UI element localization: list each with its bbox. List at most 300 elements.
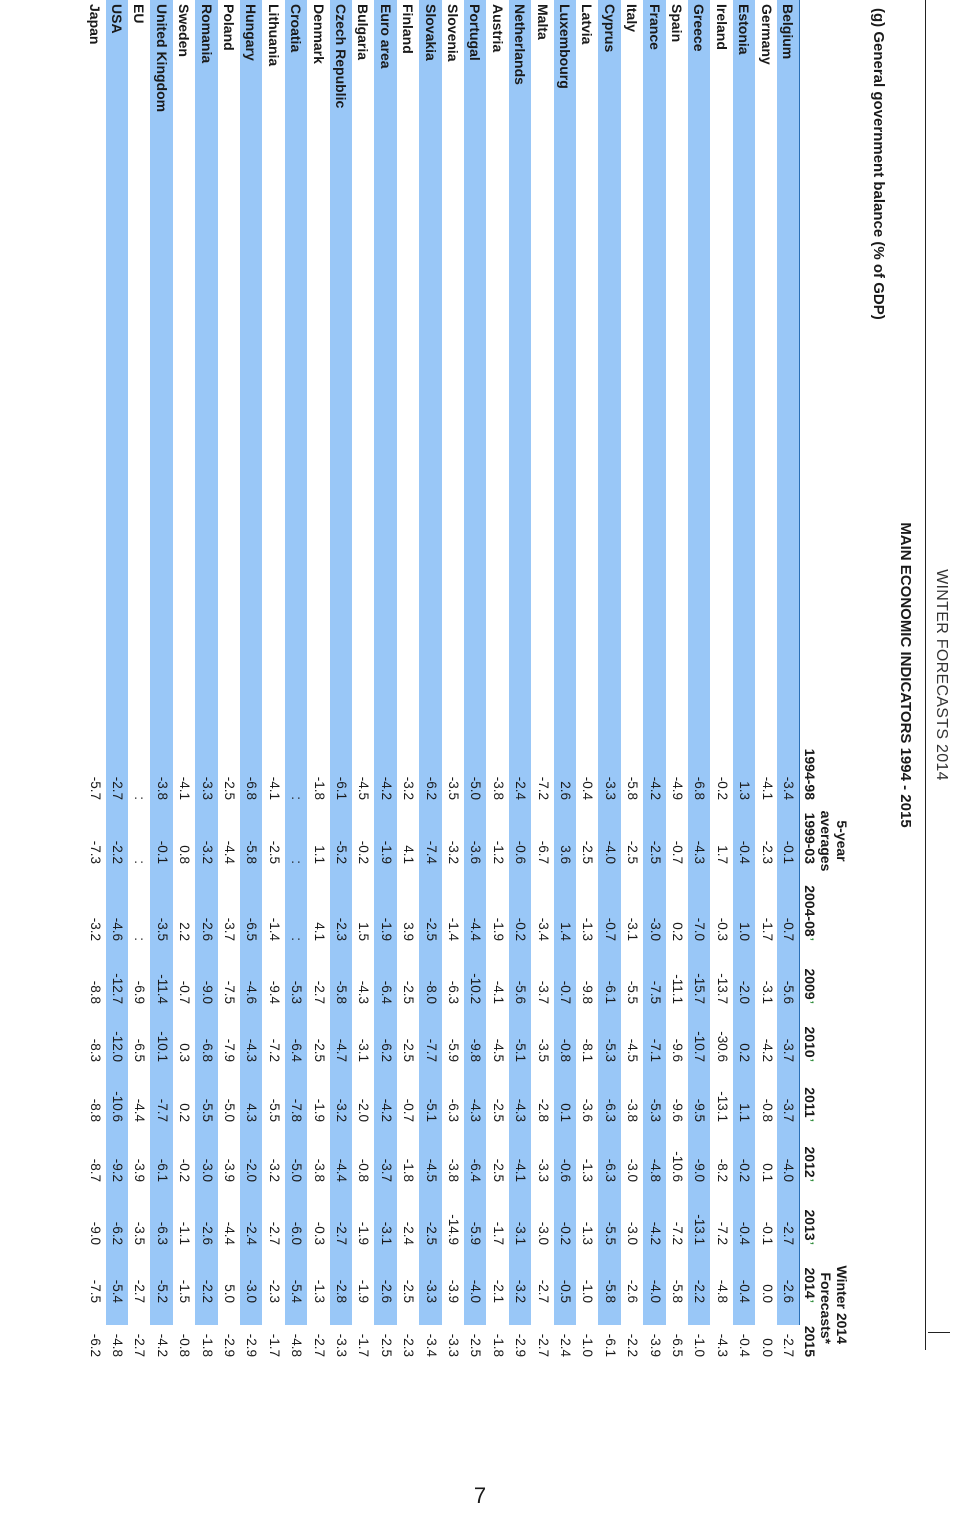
value-cell: -5.9 bbox=[468, 1221, 484, 1245]
value-cell: -5.0 bbox=[222, 1098, 237, 1122]
value-cell: -2.9 bbox=[222, 1333, 237, 1357]
value-cell: -3.7 bbox=[781, 1038, 796, 1062]
value-cell: -5.4 bbox=[110, 1279, 125, 1303]
table-row bbox=[464, 0, 486, 1357]
column-header-label: 1994-98 bbox=[802, 748, 818, 800]
value-cell: -6.4 bbox=[378, 980, 394, 1004]
value-cell: -6.5 bbox=[244, 917, 260, 941]
country-name: Japan bbox=[86, 4, 103, 45]
tick-mark-icon: ʼ bbox=[802, 1000, 816, 1004]
value-cell: -5.3 bbox=[602, 1038, 618, 1062]
value-cell: -1.9 bbox=[356, 1221, 372, 1245]
table-row bbox=[195, 0, 217, 1357]
value-cell: 0.2 bbox=[670, 922, 685, 941]
value-cell: -4.1 bbox=[490, 980, 506, 1004]
value-cell: -3.1 bbox=[356, 1038, 372, 1062]
value-cell: -3.0 bbox=[244, 1279, 260, 1303]
country-name: Latvia bbox=[579, 4, 596, 45]
value-cell: -6.8 bbox=[692, 776, 708, 800]
value-cell: -1.9 bbox=[378, 840, 394, 864]
table-row bbox=[419, 0, 441, 1357]
value-cell: -8.1 bbox=[580, 1038, 596, 1062]
value-cell: -13.7 bbox=[714, 973, 730, 1004]
value-cell: -4.3 bbox=[356, 980, 372, 1004]
value-cell: -6.2 bbox=[110, 1221, 125, 1245]
table-row bbox=[150, 0, 172, 1357]
table-row bbox=[352, 0, 374, 1357]
value-cell: -2.5 bbox=[423, 1221, 439, 1245]
value-cell: -3.3 bbox=[602, 776, 618, 800]
value-cell: -9.0 bbox=[692, 1158, 708, 1182]
value-cell: -2.9 bbox=[244, 1333, 260, 1357]
value-cell: 4.1 bbox=[401, 845, 417, 864]
value-cell: : bbox=[289, 860, 305, 864]
table-row bbox=[240, 0, 262, 1357]
value-cell: -8.0 bbox=[423, 980, 439, 1004]
value-cell: -4.4 bbox=[468, 917, 484, 941]
country-name: Belgium bbox=[780, 4, 796, 60]
country-name: Bulgaria bbox=[355, 4, 372, 61]
value-cell: -7.7 bbox=[423, 1038, 439, 1062]
value-cell: -7.2 bbox=[714, 1221, 730, 1245]
value-cell: -0.2 bbox=[513, 917, 529, 941]
table-row bbox=[330, 0, 352, 1357]
value-cell: -5.4 bbox=[289, 1279, 305, 1303]
value-cell: -5.2 bbox=[154, 1279, 170, 1303]
value-cell: -6.3 bbox=[154, 1221, 170, 1245]
value-cell: -6.9 bbox=[132, 980, 148, 1004]
table-row bbox=[509, 0, 531, 1357]
country-name: Poland bbox=[221, 4, 237, 51]
value-cell: -0.4 bbox=[737, 1221, 753, 1245]
value-cell: -3.3 bbox=[423, 1279, 439, 1303]
table-row bbox=[106, 0, 128, 1357]
value-cell: -10.6 bbox=[670, 1151, 685, 1182]
value-cell: -3.2 bbox=[334, 1098, 349, 1122]
value-cell: -8.7 bbox=[87, 1158, 103, 1182]
value-cell: -3.5 bbox=[154, 917, 170, 941]
value-cell: -1.4 bbox=[446, 917, 461, 941]
table-row bbox=[128, 0, 150, 1357]
value-cell: -0.2 bbox=[737, 1158, 753, 1182]
value-cell: -9.2 bbox=[110, 1158, 125, 1182]
value-cell: -6.4 bbox=[289, 1038, 305, 1062]
value-cell: -4.5 bbox=[625, 1038, 641, 1062]
value-cell: -9.6 bbox=[670, 1038, 685, 1062]
country-name: Hungary bbox=[243, 4, 260, 61]
value-cell: -1.7 bbox=[759, 917, 775, 941]
value-cell: -7.2 bbox=[535, 776, 551, 800]
value-cell: : bbox=[132, 937, 148, 941]
value-cell: -3.5 bbox=[446, 776, 461, 800]
value-cell: -6.1 bbox=[602, 980, 618, 1004]
table-row bbox=[307, 0, 329, 1357]
value-cell: -1.8 bbox=[199, 1333, 215, 1357]
value-cell: -3.6 bbox=[580, 1098, 596, 1122]
column-header-year bbox=[802, 871, 818, 941]
value-cell: -2.6 bbox=[378, 1279, 394, 1303]
value-cell: -7.1 bbox=[647, 1038, 663, 1062]
value-cell: -2.9 bbox=[513, 1333, 529, 1357]
value-cell: -0.3 bbox=[714, 917, 730, 941]
value-cell: 2.2 bbox=[177, 922, 193, 941]
value-cell: -5.8 bbox=[244, 840, 260, 864]
value-cell: -13.1 bbox=[714, 1091, 730, 1122]
value-cell: -2.4 bbox=[558, 1333, 573, 1357]
value-cell: -10.6 bbox=[110, 1091, 125, 1122]
group-header-5yr: 5-year averages bbox=[818, 810, 850, 872]
value-cell: -3.2 bbox=[446, 840, 461, 864]
value-cell: -0.7 bbox=[670, 840, 685, 864]
value-cell: -4.1 bbox=[513, 1158, 529, 1182]
value-cell: -2.7 bbox=[535, 1279, 551, 1303]
value-cell: -7.5 bbox=[87, 1279, 103, 1303]
value-cell: -6.1 bbox=[602, 1333, 618, 1357]
value-cell: 0.2 bbox=[737, 1043, 753, 1062]
value-cell: -4.1 bbox=[266, 776, 282, 800]
value-cell: -4.5 bbox=[356, 776, 372, 800]
value-cell: -0.5 bbox=[558, 1279, 573, 1303]
value-cell: -1.9 bbox=[311, 1098, 327, 1122]
value-cell: -4.6 bbox=[110, 917, 125, 941]
table-row bbox=[83, 0, 105, 1357]
value-cell: -5.6 bbox=[781, 980, 796, 1004]
value-cell: 1.3 bbox=[737, 781, 753, 800]
value-cell: -1.5 bbox=[177, 1279, 193, 1303]
value-cell: -3.8 bbox=[446, 1158, 461, 1182]
country-name: Cyprus bbox=[601, 4, 618, 53]
value-cell: -0.6 bbox=[513, 840, 529, 864]
value-cell: 0.3 bbox=[177, 1043, 193, 1062]
value-cell: -3.3 bbox=[535, 1158, 551, 1182]
value-cell: -4.2 bbox=[378, 776, 394, 800]
value-cell: -10.7 bbox=[692, 1031, 708, 1062]
value-cell: -3.1 bbox=[513, 1221, 529, 1245]
value-cell: -2.5 bbox=[266, 840, 282, 864]
value-cell: -2.0 bbox=[356, 1098, 372, 1122]
value-cell: -0.4 bbox=[580, 776, 596, 800]
group-header-forecast: Winter 2014 Forecasts* bbox=[818, 1265, 850, 1344]
value-cell: 0.0 bbox=[759, 1338, 775, 1357]
column-header-label: 2009 bbox=[802, 968, 818, 1000]
country-name: Italy bbox=[624, 4, 641, 33]
value-cell: 1.4 bbox=[558, 922, 573, 941]
value-cell: -4.6 bbox=[244, 980, 260, 1004]
country-name: Euro area bbox=[377, 4, 394, 69]
country-name: Ireland bbox=[713, 4, 730, 50]
table-row bbox=[621, 0, 643, 1357]
running-title: WINTER FORECASTS 2014 bbox=[933, 569, 950, 781]
value-cell: -9.8 bbox=[468, 1038, 484, 1062]
value-cell: -11.1 bbox=[670, 974, 685, 1004]
country-name: Spain bbox=[669, 4, 685, 43]
value-cell: -4.1 bbox=[759, 776, 775, 800]
value-cell: -2.6 bbox=[199, 917, 215, 941]
value-cell: -2.2 bbox=[625, 1333, 641, 1357]
value-cell: -0.6 bbox=[558, 1158, 573, 1182]
value-cell: -0.3 bbox=[311, 1221, 327, 1245]
value-cell: 3.9 bbox=[401, 922, 417, 941]
value-cell: -0.7 bbox=[401, 1098, 417, 1122]
value-cell: -2.7 bbox=[781, 1333, 796, 1357]
value-cell: -4.1 bbox=[177, 776, 193, 800]
value-cell: -7.5 bbox=[222, 980, 237, 1004]
value-cell: -3.1 bbox=[625, 917, 641, 941]
value-cell: -3.2 bbox=[87, 917, 103, 941]
value-cell: -2.7 bbox=[266, 1221, 282, 1245]
main-title: MAIN ECONOMIC INDICATORS 1994 - 2015 bbox=[897, 522, 914, 828]
value-cell: -2.5 bbox=[311, 1038, 327, 1062]
value-cell: -4.4 bbox=[132, 1098, 148, 1122]
value-cell: -5.5 bbox=[266, 1098, 282, 1122]
value-cell: -3.9 bbox=[647, 1333, 663, 1357]
value-cell: -2.5 bbox=[401, 1279, 417, 1303]
table-row bbox=[374, 0, 396, 1357]
value-cell: -9.5 bbox=[692, 1098, 708, 1122]
table-row bbox=[733, 0, 755, 1357]
value-cell: -15.7 bbox=[692, 973, 708, 1004]
value-cell: : bbox=[132, 860, 148, 864]
value-cell: -6.3 bbox=[446, 1098, 461, 1122]
value-cell: -2.5 bbox=[378, 1333, 394, 1357]
value-cell: -3.4 bbox=[781, 776, 796, 800]
value-cell: -3.4 bbox=[423, 1333, 439, 1357]
value-cell: -4.3 bbox=[714, 1333, 730, 1357]
value-cell: -5.0 bbox=[468, 776, 484, 800]
value-cell: -3.8 bbox=[625, 1098, 641, 1122]
tick-mark-icon: ʼ bbox=[802, 1058, 816, 1062]
value-cell: 1.1 bbox=[737, 1103, 753, 1122]
value-cell: -1.9 bbox=[490, 917, 506, 941]
column-header-label: 2010 bbox=[802, 1026, 818, 1058]
table-row bbox=[755, 0, 777, 1357]
value-cell: -0.8 bbox=[356, 1158, 372, 1182]
header-corner-rule bbox=[928, 1332, 950, 1353]
value-cell: -3.5 bbox=[132, 1221, 148, 1245]
value-cell: -1.0 bbox=[580, 1333, 596, 1357]
tick-mark-icon: ʼ bbox=[802, 1178, 816, 1182]
country-name: Finland bbox=[400, 4, 417, 54]
value-cell: -14.9 bbox=[446, 1214, 461, 1245]
value-cell: -5.2 bbox=[334, 840, 349, 864]
value-cell: -0.1 bbox=[759, 1221, 775, 1245]
value-cell: -0.2 bbox=[558, 1221, 573, 1245]
country-name: Romania bbox=[198, 4, 215, 64]
country-name: Sweden bbox=[176, 4, 193, 57]
value-cell: -8.8 bbox=[87, 1098, 103, 1122]
column-header-label: 2013 bbox=[802, 1209, 818, 1241]
table-row bbox=[442, 0, 464, 1357]
table-row bbox=[688, 0, 710, 1357]
value-cell: -8.2 bbox=[714, 1158, 730, 1182]
value-cell: -2.5 bbox=[401, 980, 417, 1004]
value-cell: -2.7 bbox=[132, 1279, 148, 1303]
value-cell: 4.1 bbox=[311, 922, 327, 941]
value-cell: 3.6 bbox=[558, 845, 573, 864]
value-cell: -3.3 bbox=[199, 776, 215, 800]
value-cell: -3.7 bbox=[535, 980, 551, 1004]
value-cell: -8.3 bbox=[87, 1038, 103, 1062]
value-cell: -2.6 bbox=[199, 1221, 215, 1245]
value-cell: -6.8 bbox=[244, 776, 260, 800]
value-cell: -4.4 bbox=[222, 1221, 237, 1245]
country-name: Czech Republic bbox=[333, 4, 349, 109]
value-cell: : bbox=[289, 937, 305, 941]
column-header-label: 2011 bbox=[802, 1087, 818, 1118]
value-cell: -6.1 bbox=[334, 776, 349, 800]
value-cell: -2.6 bbox=[781, 1279, 796, 1303]
value-cell: -1.2 bbox=[490, 840, 506, 864]
value-cell: -5.9 bbox=[446, 1038, 461, 1062]
value-cell: -7.4 bbox=[423, 840, 439, 864]
value-cell: 4.3 bbox=[244, 1103, 260, 1122]
table-row bbox=[710, 0, 732, 1357]
value-cell: -1.8 bbox=[401, 1158, 417, 1182]
value-cell: -5.6 bbox=[513, 980, 529, 1004]
value-cell: -1.4 bbox=[266, 917, 282, 941]
value-cell: -1.0 bbox=[692, 1333, 708, 1357]
value-cell: -6.8 bbox=[199, 1038, 215, 1062]
country-name: Croatia bbox=[288, 4, 305, 53]
value-cell: 0.1 bbox=[759, 1163, 775, 1182]
value-cell: -4.3 bbox=[513, 1098, 529, 1122]
value-cell: -6.2 bbox=[378, 1038, 394, 1062]
value-cell: -0.2 bbox=[356, 840, 372, 864]
value-cell: -3.5 bbox=[535, 1038, 551, 1062]
value-cell: -1.7 bbox=[490, 1221, 506, 1245]
value-cell: -0.7 bbox=[781, 917, 796, 941]
value-cell: -2.2 bbox=[692, 1279, 708, 1303]
value-cell: -4.2 bbox=[647, 776, 663, 800]
tick-mark-icon: ʼ bbox=[802, 937, 816, 941]
table-row bbox=[666, 0, 688, 1357]
value-cell: -3.0 bbox=[199, 1158, 215, 1182]
value-cell: -1.3 bbox=[580, 1158, 596, 1182]
country-name: Estonia bbox=[736, 4, 753, 55]
section-title: (g) General government balance (% of GDP) bbox=[870, 8, 887, 320]
value-cell: -3.8 bbox=[154, 776, 170, 800]
table-row bbox=[218, 0, 240, 1357]
table-row bbox=[397, 0, 419, 1357]
value-cell: -3.4 bbox=[535, 917, 551, 941]
value-cell: -1.9 bbox=[356, 1279, 372, 1303]
country-name: USA bbox=[109, 4, 125, 34]
value-cell: -5.5 bbox=[199, 1098, 215, 1122]
value-cell: -6.3 bbox=[446, 980, 461, 1004]
value-cell: -5.1 bbox=[423, 1098, 439, 1122]
table-row bbox=[285, 0, 307, 1357]
value-cell: -4.7 bbox=[334, 1038, 349, 1062]
value-cell: -1.0 bbox=[580, 1279, 596, 1303]
country-name: Germany bbox=[758, 4, 775, 65]
value-cell: -0.1 bbox=[154, 840, 170, 864]
value-cell: -0.2 bbox=[177, 1158, 193, 1182]
value-cell: -9.6 bbox=[670, 1098, 685, 1122]
value-cell: 0.1 bbox=[558, 1103, 573, 1122]
value-cell: -2.5 bbox=[401, 1038, 417, 1062]
value-cell: -2.4 bbox=[513, 776, 529, 800]
value-cell: -2.5 bbox=[468, 1333, 484, 1357]
value-cell: -2.8 bbox=[535, 1098, 551, 1122]
value-cell: -4.4 bbox=[222, 840, 237, 864]
page-number: 7 bbox=[473, 1483, 487, 1509]
value-cell: -4.8 bbox=[714, 1279, 730, 1303]
value-cell: -1.8 bbox=[490, 1333, 506, 1357]
value-cell: -3.6 bbox=[468, 840, 484, 864]
value-cell: -0.7 bbox=[177, 980, 193, 1004]
value-cell: -6.3 bbox=[602, 1098, 618, 1122]
running-header bbox=[925, 0, 960, 1350]
value-cell: -3.3 bbox=[446, 1333, 461, 1357]
value-cell: -4.9 bbox=[670, 776, 685, 800]
value-cell: -1.9 bbox=[378, 917, 394, 941]
value-cell: -2.7 bbox=[334, 1221, 349, 1245]
value-cell: -2.5 bbox=[625, 840, 641, 864]
value-cell: 5.0 bbox=[222, 1284, 237, 1303]
country-name: France bbox=[646, 4, 663, 50]
value-cell: 0.2 bbox=[177, 1103, 193, 1122]
value-cell: -2.4 bbox=[401, 1221, 417, 1245]
value-cell: -3.7 bbox=[378, 1158, 394, 1182]
value-cell: -3.7 bbox=[781, 1098, 796, 1122]
value-cell: 1.0 bbox=[737, 922, 753, 941]
value-cell: -2.1 bbox=[490, 1279, 506, 1303]
table-row bbox=[531, 0, 553, 1357]
table-row bbox=[486, 0, 508, 1357]
value-cell: -4.2 bbox=[154, 1333, 170, 1357]
country-name: Portugal bbox=[467, 4, 484, 61]
value-cell: -2.7 bbox=[132, 1333, 148, 1357]
column-header-year bbox=[802, 794, 818, 864]
value-cell: -7.3 bbox=[87, 840, 103, 864]
value-cell: -9.0 bbox=[199, 980, 215, 1004]
value-cell: -0.8 bbox=[177, 1333, 193, 1357]
value-cell: -12.7 bbox=[110, 973, 125, 1004]
column-header-label: 2015 bbox=[802, 1325, 818, 1357]
value-cell: -6.2 bbox=[423, 776, 439, 800]
value-cell: -4.8 bbox=[289, 1333, 305, 1357]
value-cell: 0.0 bbox=[759, 1284, 775, 1303]
country-name: Netherlands bbox=[512, 4, 529, 85]
country-name: Slovakia bbox=[422, 4, 439, 61]
value-cell: -3.2 bbox=[513, 1279, 529, 1303]
table-row bbox=[598, 0, 620, 1357]
value-cell: 0.8 bbox=[177, 845, 193, 864]
value-cell: : bbox=[289, 796, 305, 800]
value-cell: -0.4 bbox=[737, 840, 753, 864]
value-cell: -3.0 bbox=[625, 1221, 641, 1245]
value-cell: -3.3 bbox=[334, 1333, 349, 1357]
value-cell: -2.5 bbox=[647, 840, 663, 864]
value-cell: -0.2 bbox=[714, 776, 730, 800]
country-name: Lithuania bbox=[265, 4, 282, 67]
country-name: Luxembourg bbox=[557, 4, 573, 89]
value-cell: -7.9 bbox=[222, 1038, 237, 1062]
table-row bbox=[643, 0, 665, 1357]
value-cell: 1.5 bbox=[356, 922, 372, 941]
value-cell: -2.5 bbox=[222, 776, 237, 800]
value-cell: -2.0 bbox=[244, 1158, 260, 1182]
value-cell: -2.3 bbox=[266, 1279, 282, 1303]
value-cell: -4.0 bbox=[647, 1279, 663, 1303]
country-name: Denmark bbox=[310, 4, 327, 64]
tick-mark-icon: ʼ bbox=[802, 1118, 816, 1122]
value-cell: -0.4 bbox=[737, 1333, 753, 1357]
value-cell: -2.3 bbox=[334, 917, 349, 941]
value-cell: -10.2 bbox=[468, 973, 484, 1004]
value-cell: 1.1 bbox=[311, 845, 327, 864]
value-cell: -1.7 bbox=[266, 1333, 282, 1357]
